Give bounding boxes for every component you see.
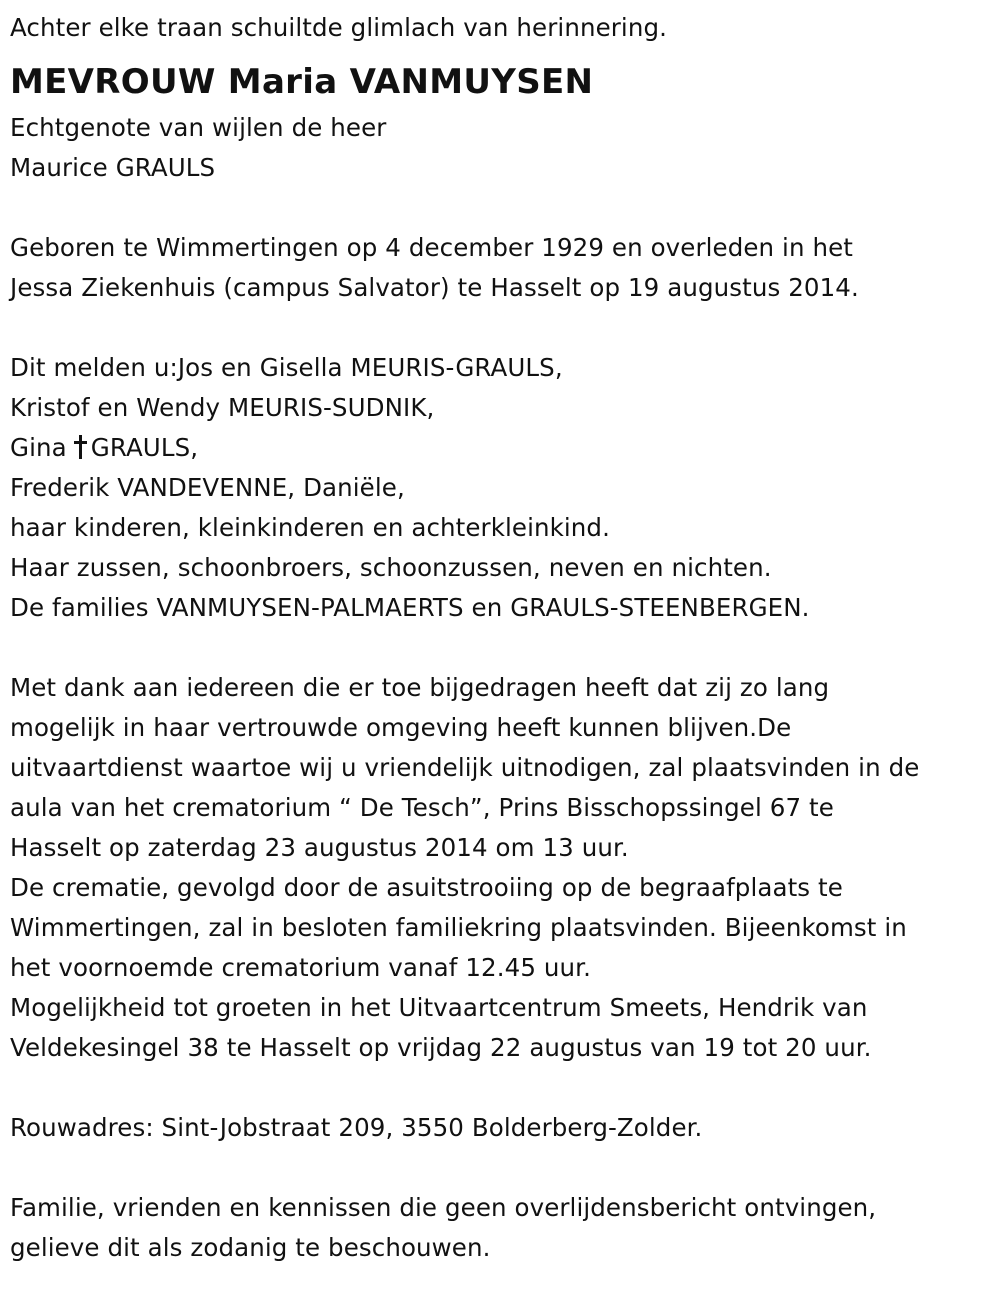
ceremony-line-8: het voornoemde crematorium vanaf 12.45 uur.	[10, 953, 591, 982]
ceremony-line-4: aula van het crematorium “ De Tesch”, Prins Bisschopssingel 67 te	[10, 793, 834, 822]
announcers-line-6: Haar zussen, schoonbroers, schoonzussen, neven en nichten.	[10, 553, 772, 582]
announcer-first-name: Gina	[10, 433, 67, 462]
announcers-line-7: De families VANMUYSEN-PALMAERTS en GRAULS-STEENBERGEN.	[10, 593, 810, 622]
paragraph-gap	[10, 308, 995, 348]
ceremony-line-9: Mogelijkheid tot groeten in het Uitvaartcentrum Smeets, Hendrik van	[10, 993, 868, 1022]
announcers-line-1: Dit melden u:Jos en Gisella MEURIS-GRAULS,	[10, 353, 563, 382]
paragraph-gap	[10, 1068, 995, 1108]
announcers-line-2: Kristof en Wendy MEURIS-SUDNIK,	[10, 393, 435, 422]
spouse-line-2: Maurice GRAULS	[10, 153, 216, 182]
paragraph-gap	[10, 1148, 995, 1188]
closing-line-1: Familie, vrienden en kennissen die geen overlijdensbericht ontvingen,	[10, 1193, 877, 1222]
ceremony-line-2: mogelijk in haar vertrouwde omgeving heeft kunnen blijven.De	[10, 713, 792, 742]
ceremony-line-7: Wimmertingen, zal in besloten familiekring plaatsvinden. Bijeenkomst in	[10, 913, 907, 942]
birth-death-line-1: Geboren te Wimmertingen op 4 december 1929 en overleden in het	[10, 233, 853, 262]
ceremony-line-10: Veldekesingel 38 te Hasselt op vrijdag 22 augustus van 19 tot 20 uur.	[10, 1033, 872, 1062]
mourning-address: Rouwadres: Sint-Jobstraat 209, 3550 Bolderberg-Zolder.	[10, 1113, 703, 1142]
deceased-name: MEVROUW Maria VANMUYSEN	[10, 62, 594, 102]
opening-quote: Achter elke traan schuiltde glimlach van herinnering.	[10, 13, 667, 42]
paragraph-gap	[10, 188, 995, 228]
ceremony-line-5: Hasselt op zaterdag 23 augustus 2014 om 13 uur.	[10, 833, 629, 862]
paragraph-gap	[10, 628, 995, 668]
announcers-line-3	[10, 428, 995, 468]
ceremony-line-6: De crematie, gevolgd door de asuitstrooiing op de begraafplaats te	[10, 873, 843, 902]
announcers-line-4: Frederik VANDEVENNE, Daniële,	[10, 473, 405, 502]
spouse-line-1: Echtgenote van wijlen de heer	[10, 113, 387, 142]
ceremony-line-1: Met dank aan iedereen die er toe bijgedragen heeft dat zij zo lang	[10, 673, 830, 702]
announcers-line-5: haar kinderen, kleinkinderen en achterkleinkind.	[10, 513, 610, 542]
cross-icon	[73, 435, 87, 459]
closing-line-2: gelieve dit als zodanig te beschouwen.	[10, 1233, 491, 1262]
obituary-notice	[10, 8, 995, 1268]
birth-death-line-2: Jessa Ziekenhuis (campus Salvator) te Hasselt op 19 augustus 2014.	[10, 273, 859, 302]
ceremony-line-3: uitvaartdienst waartoe wij u vriendelijk uitnodigen, zal plaatsvinden in de	[10, 753, 920, 782]
announcer-surname: GRAULS,	[90, 433, 199, 462]
